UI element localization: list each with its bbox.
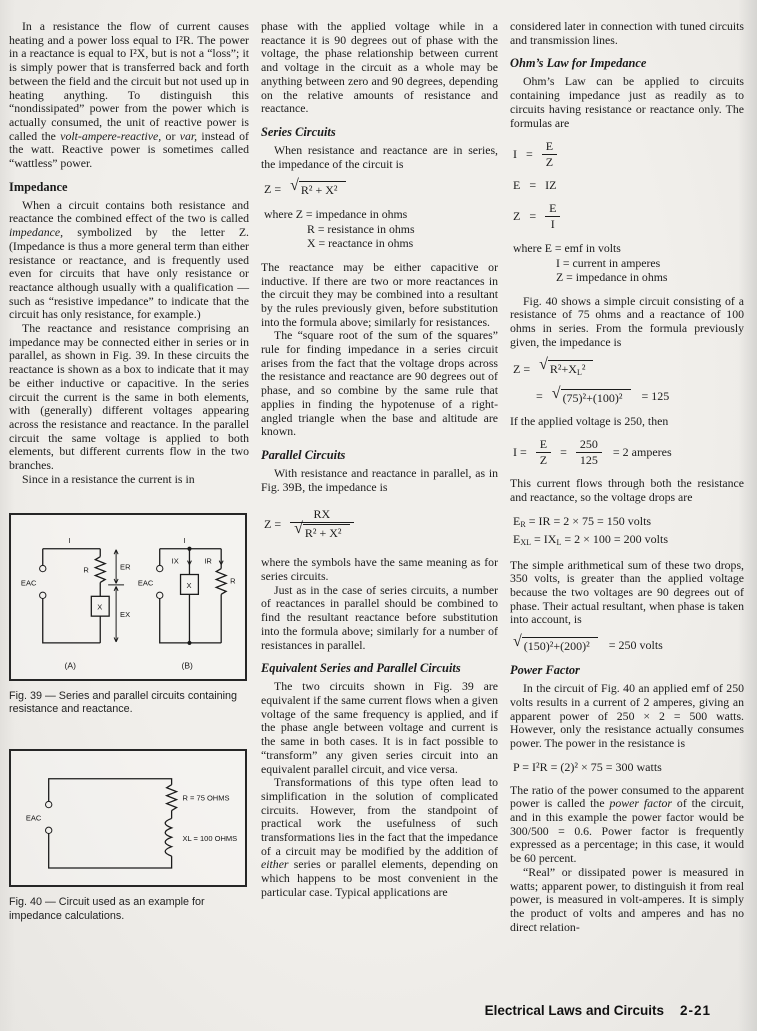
source-terminal	[40, 592, 46, 598]
radical-expression	[551, 384, 631, 405]
label-ix: IX	[171, 556, 179, 566]
formula-result: = 250 volts	[608, 637, 663, 652]
radical-sign: √	[551, 384, 561, 402]
fraction	[542, 140, 557, 169]
source-terminal	[40, 565, 46, 571]
label-x-a: X	[97, 602, 103, 612]
label-r-a: R	[83, 565, 89, 575]
label-xl-100-ohms: XL = 100 OHMS	[182, 833, 238, 843]
formula-lhs: Z =	[264, 516, 282, 531]
formula-ohm-e	[513, 179, 744, 192]
heading-series-circuits: Series Circuits	[261, 124, 336, 139]
where-line: R = resistance in ohms	[307, 221, 415, 236]
fig39-circuit-b	[138, 535, 236, 670]
para-parallel-impedance-intro: With resistance and reactance in parallel, as in Fig. 39B, the impedance is	[261, 465, 498, 494]
label-r-b: R	[230, 575, 236, 585]
denominator: Z	[545, 155, 554, 170]
radicand: R² + X²	[299, 181, 346, 197]
numerator: E	[536, 438, 551, 453]
numerator: E	[545, 202, 560, 217]
formula-ohm-i	[513, 140, 744, 169]
radical-expression	[513, 633, 598, 654]
wire	[49, 778, 172, 801]
para-impedance-definition: When a circuit contains both resistance and reactance the combined effect of the two is called impedance, symbolized by the letter Z. (Impedance is thus a more general term than either resistance or reactance, and is frequently used even for circuits that have only resistance or reactance although usually with a qualification — such as “resistive impedance” to indicate that the circuit has only resistance, for example.)	[9, 197, 249, 322]
fraction	[545, 202, 560, 231]
heading-impedance: Impedance	[9, 179, 68, 194]
formula-result: = 125	[641, 389, 670, 404]
formula-lhs: E	[513, 178, 521, 193]
equals-sign: =	[529, 209, 537, 224]
formula-lhs: I =	[513, 445, 527, 460]
heading-equivalent-series-parallel: Equivalent Series and Parallel Circuits	[261, 661, 461, 676]
fraction	[536, 438, 551, 467]
formula-power	[513, 761, 744, 774]
label-ex: EX	[120, 609, 131, 619]
equation: $E_{XL} = IX_L = 2 \times 100 = 200$ volts	[513, 531, 668, 547]
fraction	[576, 438, 602, 467]
formula-lhs: Z	[513, 209, 521, 224]
numerator: 250	[576, 438, 602, 453]
symbol-definitions-ohm	[513, 241, 744, 285]
radical-sign: √	[513, 633, 522, 651]
radicand: R² + X²	[303, 524, 350, 540]
label-current-b: I	[183, 535, 186, 545]
fraction	[290, 508, 353, 540]
label-er: ER	[120, 562, 131, 572]
para-series-parallel-connection: The reactance and resistance comprising an impedance may be connected either in series or in parallel, as shown in Fig. 39. In these circuits the reactance is shown as a box to indicate that it may be either inductive or capacitive. In the series circuit the current is the same in both elements, with (generally) different voltages appearing across the resistance and reactance. In the parallel circuit the same voltage is applied to both elements, but different currents flow in the two branches.	[9, 321, 249, 473]
denominator: Z	[539, 453, 548, 468]
para-reactance-capacitive-or-inductive: The reactance may be either capacitive or inductive. If there are two or more reactances in the circuit they may be combined into a resultant by the rules previously given, before substitution into the formula above; similarly for resistances.	[261, 259, 498, 329]
dimension-arrow-er	[114, 549, 118, 583]
para-apparent-power: In the circuit of Fig. 40 an applied emf of 250 volts results in a current of 2 amperes, giving an apparent power of 250 × 2 = 500 watts. However, only the resistance actually consumes power. The power in the resistance is	[510, 681, 744, 750]
para-symbols-same-meaning: where the symbols have the same meaning as for series circuits.	[261, 555, 498, 584]
radical-sign: √	[290, 177, 299, 195]
equals-sign: =	[529, 178, 537, 193]
column-2	[261, 20, 498, 934]
fig39-svg	[13, 519, 243, 676]
label-ir: IR	[204, 556, 212, 566]
label-x-b: X	[186, 580, 192, 590]
para-phase-relationship: phase with the applied voltage while in a reactance it is 90 degrees out of phase with the voltage, the phase relationship between current and voltage in the circuit as a whole may be anything between zero and 90 degrees, depending on the relative amounts of resistance and reactance.	[261, 19, 498, 116]
radicand: (75)²+(100)²	[561, 389, 631, 405]
para-transformations: Transformations of this type often lead to simplification in the solution of complicated circuits. However, from the standpoint of practical work the usefulness of such transformations lies in the fact that the impedance of a circuit may be modified by the addition of either series or parallel elements, depending on which happens to be most convenient in the particular case. Typical applications are	[261, 775, 498, 899]
para-reactive-power: In a resistance the flow of current causes heating and a power loss equal to I²R. The power in a reactance is equal to I²X, but is not a “loss”; it is simply power that is transferred back and forth between the field and the circuit but not used up in heating anything. To distinguish this “nondissipated” power from the power which is actually consumed, the unit of reactive power is called the volt-ampere-reactive, or var, instead of the watt. Reactive power is sometimes called “wattless” power.	[9, 19, 249, 171]
denominator	[290, 520, 353, 541]
para-ohms-law-applies: Ohm’s Law can be applied to circuits containing impedance just as readily as to circuits having resistance or reactance only. The formulas are	[510, 74, 744, 130]
formula-result: = 2 amperes	[612, 445, 672, 460]
equals-sign: =	[560, 445, 567, 460]
label-eac-a: EAC	[20, 577, 37, 587]
equation: $E_R$ = IR = 2 × 75 = 150 volts	[513, 513, 652, 529]
figure-39-caption: Fig. 39 — Series and parallel circuits containing resistance and reactance.	[9, 690, 238, 716]
source-terminal	[46, 827, 52, 833]
figure-39-diagram	[9, 513, 247, 682]
source-terminal	[46, 801, 52, 807]
where-line: I = current in amperes	[556, 255, 661, 270]
where-line: X = reactance in ohms	[307, 236, 414, 251]
resistor-symbol	[95, 556, 105, 582]
formula-lhs: Z =	[513, 361, 531, 376]
para-power-factor-ratio: The ratio of the power consumed to the apparent power is called the power factor of the circuit, and in this example the power factor would be 300/500 = 0.6. Power factor is frequently expressed as a percentage; in this case, it would be 60 percent.	[510, 782, 744, 866]
para-since-in-resistance: Since in a resistance the current is in	[22, 471, 195, 486]
denominator: 125	[579, 453, 598, 468]
radicand: $R^2+X_L^2$	[548, 360, 594, 379]
symbol-definitions-series	[264, 207, 498, 251]
para-parallel-reactances-combined: Just as in the case of series circuits, a number of reactances in parallel should be combined to find the resultant reactance before substitution into the formula above; similarly for a number of resistances in parallel.	[261, 582, 498, 652]
para-real-vs-apparent-power: “Real” or dissipated power is measured in watts; apparent power, to distinguish it from real power, is measured in volt-amperes. It is simply the product of volts and amperes and has no direct relation-	[510, 864, 744, 934]
inductor-symbol	[165, 818, 171, 856]
radical-expression	[539, 355, 593, 379]
label-eac-b: EAC	[137, 577, 154, 587]
para-series-impedance-intro: When resistance and reactance are in series, the impedance of the circuit is	[261, 142, 498, 171]
equals-sign: =	[536, 389, 543, 404]
para-fig40-example: Fig. 40 shows a simple circuit consisting of a resistance of 75 ohms and a reactance of 100 ohms in series. From the formula previously given, the impedance is	[510, 293, 744, 349]
where-line: where Z = impedance in ohms	[264, 207, 408, 222]
label-sub-a: (A)	[64, 660, 76, 671]
formula-parallel-impedance	[264, 508, 498, 540]
where-line: Z = impedance in ohms	[556, 270, 668, 285]
heading-parallel-circuits: Parallel Circuits	[261, 447, 346, 462]
footer-page-number: 2-21	[679, 1003, 711, 1018]
figure-40-diagram	[9, 749, 247, 888]
numerator: RX	[290, 508, 353, 523]
column-1	[9, 20, 249, 934]
formula-resultant-voltage	[513, 633, 744, 654]
formula-impedance-numeric	[536, 384, 744, 405]
fig39-circuit-a	[21, 535, 131, 670]
radical-sign: √	[294, 520, 303, 538]
page-footer	[485, 1003, 711, 1018]
where-line: where E = emf in volts	[513, 241, 621, 256]
label-eac: EAC	[25, 812, 42, 822]
formula-voltage-drop-exl	[513, 533, 744, 549]
para-square-root-rule: The “square root of the sum of the squares” rule for finding impedance in a series circuit arises from the fact that the voltage drops across the resistance and reactance are 90 degrees out of phase, and so combine by the same rule that applies in finding the hypotenuse of a right-angled triangle when the base and altitude are known.	[261, 328, 498, 439]
formula-current	[513, 438, 744, 467]
label-sub-b: (B)	[181, 660, 193, 671]
source-terminal	[157, 565, 163, 571]
para-equivalent-circuits: The two circuits shown in Fig. 39 are equivalent if the same current flows when a given voltage of the same frequency is applied, and if the phase angle between voltage and current is the same in both cases. It is in fact possible to “transform” any given series circuit into an equivalent parallel circuit, and vice versa.	[261, 679, 498, 776]
para-if-applied-voltage: If the applied voltage is 250, then	[510, 413, 669, 428]
equals-sign: =	[526, 147, 533, 162]
para-current-flows-through-both: This current flows through both the resistance and reactance, so the voltage drops are	[510, 476, 744, 504]
label-current-a: I	[68, 535, 71, 545]
radical-sign: √	[539, 355, 548, 373]
formula-lhs: Z =	[264, 181, 282, 196]
denominator: I	[550, 217, 555, 232]
formula-voltage-drop-er	[513, 515, 744, 531]
para-considered-later: considered later in connection with tuned circuits and transmission lines.	[510, 19, 744, 47]
equation: P = I²R = (2)² × 75 = 300 watts	[513, 759, 662, 774]
formula-ohm-z	[513, 202, 744, 231]
fig40-svg	[13, 755, 243, 882]
formula-series-impedance	[264, 177, 498, 198]
formula-lhs: I	[513, 147, 517, 162]
label-r-75-ohms: R = 75 OHMS	[182, 793, 230, 803]
resistor-symbol	[167, 784, 177, 810]
resistor-symbol	[216, 568, 226, 594]
radical-expression	[290, 177, 345, 198]
figure-40-caption: Fig. 40 — Circuit used as an example for impedance calculations.	[9, 896, 205, 922]
heading-ohms-law-impedance: Ohm’s Law for Impedance	[510, 56, 647, 71]
heading-power-factor: Power Factor	[510, 663, 580, 678]
radicand: (150)²+(200)²	[522, 637, 598, 653]
footer-chapter-title: Electrical Laws and Circuits	[484, 1003, 664, 1018]
numerator: E	[542, 140, 557, 155]
dimension-arrow-ex	[114, 586, 118, 642]
wire	[49, 833, 172, 867]
formula-rhs: IZ	[545, 178, 557, 193]
column-3	[510, 20, 744, 934]
para-arithmetical-sum: The simple arithmetical sum of these two drops, 350 volts, is greater than the applied voltage because the two voltages are 90 degrees out of phase. Their actual resultant, when phase is taken into account, is	[510, 557, 744, 627]
formula-impedance-symbolic	[513, 355, 744, 379]
source-terminal	[157, 592, 163, 598]
